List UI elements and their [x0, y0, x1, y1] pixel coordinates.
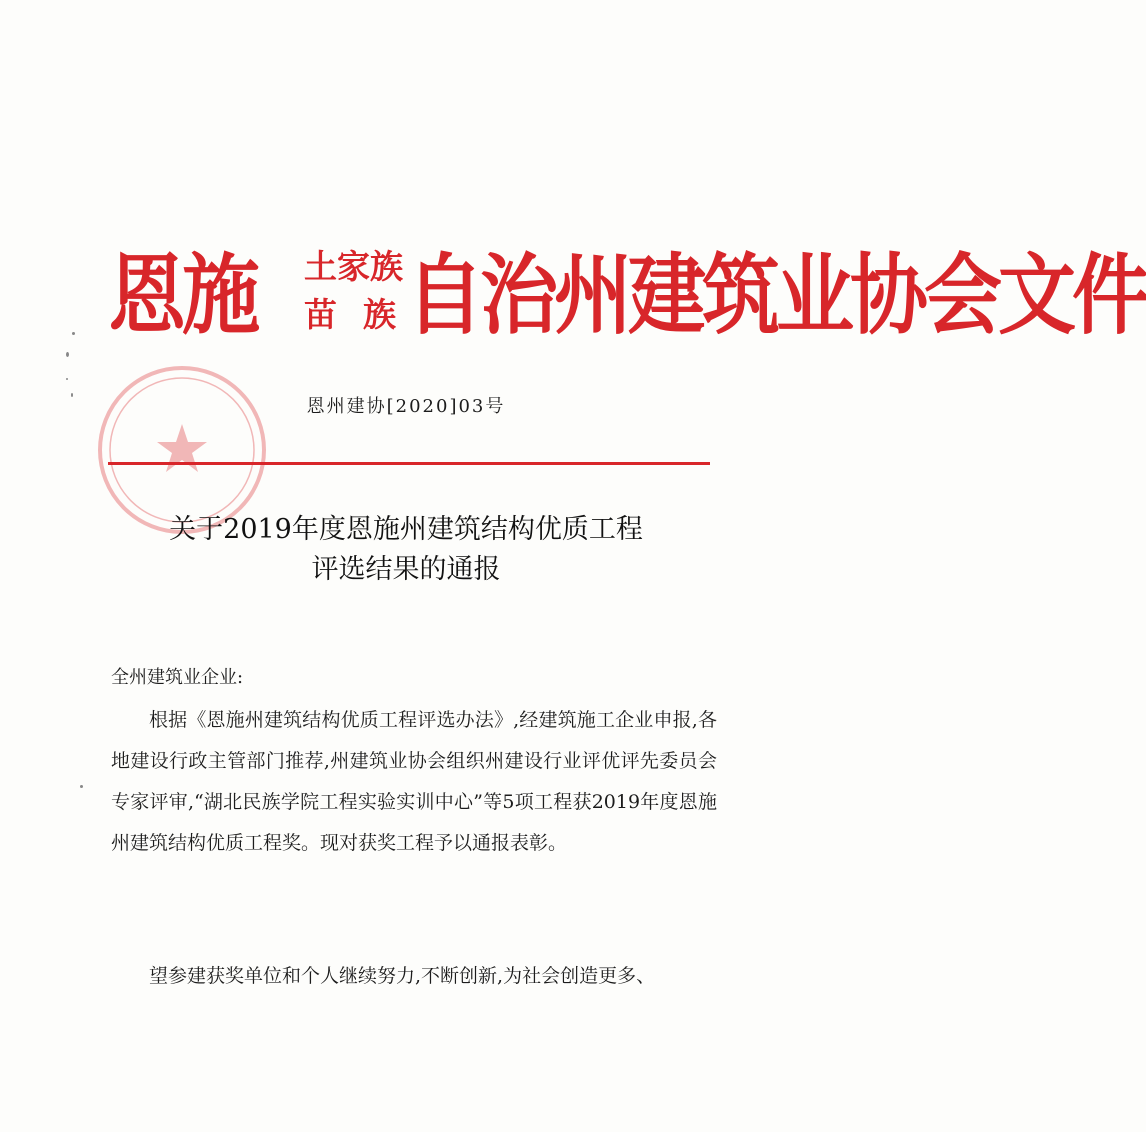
salutation: 全州建筑业企业: — [111, 667, 244, 688]
masthead-right: 自治州建筑业协会文件 — [406, 246, 1146, 347]
title-line-1: 关于2019年度恩施州建筑结构优质工程 — [169, 514, 643, 545]
document-number: 恩州建协[2020]03号 — [306, 396, 506, 417]
body-paragraph: 根据《恩施州建筑结构优质工程评选办法》,经建筑施工企业申报,各地建设行政主管部门推荐,州建筑业协会组织州建设行业评优评先委员会专家评审,“湖北民族学院工程实验实训中心”等5项工程获2019年度恩施州建筑结构优质工程奖。现对获奖工程予以通报表彰。 — [111, 709, 717, 854]
document-masthead — [108, 238, 1146, 347]
title-line-2: 评选结果的通报 — [311, 554, 501, 585]
body-paragraph: 望参建获奖单位和个人继续努力,不断创新,为社会创造更多、 — [149, 965, 656, 987]
masthead-stack-bottom — [304, 294, 396, 336]
masthead-ethnic-stack — [304, 246, 403, 342]
scan-speck — [72, 332, 75, 335]
red-divider-line — [108, 462, 710, 465]
scan-speck — [80, 785, 83, 788]
masthead-left: 恩施 — [108, 246, 257, 347]
scan-speck — [66, 352, 69, 357]
masthead-stack-bottom-1: 苗 — [304, 295, 337, 334]
masthead-stack-top: 土家族 — [304, 247, 403, 286]
scan-speck — [66, 378, 68, 380]
scan-speck — [71, 393, 73, 397]
masthead-stack-bottom-2: 族 — [363, 295, 396, 334]
